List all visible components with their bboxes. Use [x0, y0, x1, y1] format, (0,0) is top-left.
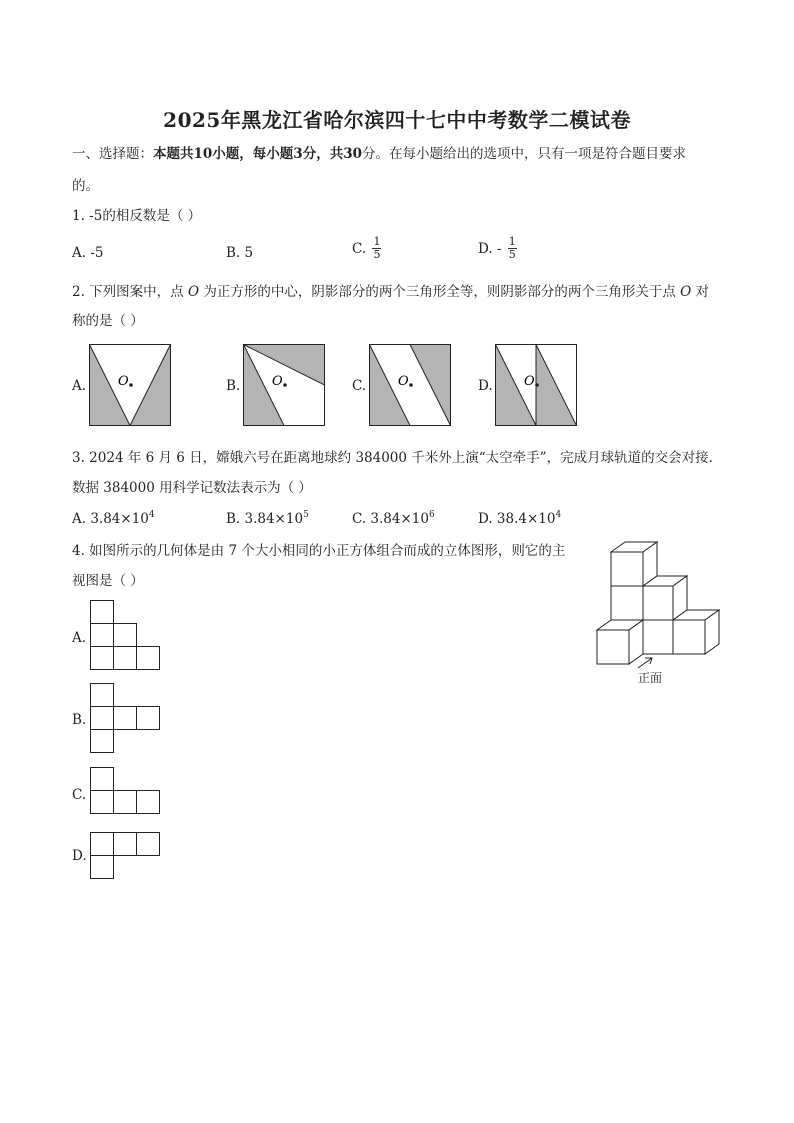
q4-option-b-label[interactable]: B.	[72, 712, 87, 728]
q2-c-point-label: O	[398, 374, 409, 389]
q3-option-b[interactable]: B. $3.84\times 10^5$	[226, 510, 309, 527]
q4-option-c-label[interactable]: C.	[72, 787, 87, 803]
q1-option-a[interactable]: A. -5	[72, 245, 104, 261]
q2-b-point-label: O	[272, 374, 283, 389]
q2-option-c-label[interactable]: C.	[352, 378, 367, 394]
q4-figure-c[interactable]	[90, 767, 162, 817]
q2-option-a-label[interactable]: A.	[72, 378, 87, 394]
q3-option-d[interactable]: D. $38.4\times 10^4$	[478, 510, 562, 527]
q3-option-c[interactable]: C. $3.84\times 10^6$	[352, 510, 435, 527]
q2-d-point-label: O	[524, 374, 535, 389]
q3-stem-line1: 3. 2024 年 6 月 6 日，嫦娥六号在距离地球约 384000 千米外上演“太空牵手”，完成月球轨道的交会对接.	[72, 450, 713, 466]
q4-cube-figure	[594, 540, 724, 688]
q2-stem-line1: 2. 下列图案中，点 O 为正方形的中心，阴影部分的两个三角形全等，则阴影部分的两个三角形关于点 O 对	[72, 284, 710, 300]
q3-stem-line2: 数据 384000 用科学记数法表示为（ ）	[72, 480, 312, 496]
page-title: 2025年黑龙江省哈尔滨四十七中中考数学二模试卷	[163, 108, 631, 132]
q1-stem: 1. -5的相反数是（ ）	[72, 208, 202, 224]
q2-figure-a[interactable]	[89, 344, 171, 426]
q4-option-d-label[interactable]: D.	[72, 848, 87, 864]
q4-figure-d[interactable]	[90, 832, 162, 882]
q4-front-label: 正面	[638, 671, 663, 685]
q4-stem-line1: 4. 如图所示的几何体是由 7 个大小相同的小正方体组合而成的立体图形，则它的主	[72, 543, 566, 559]
q1-fraction-c: $\frac{1}{5}$	[373, 235, 381, 261]
q4-figure-a[interactable]	[90, 600, 162, 672]
q1-option-b[interactable]: B. 5	[226, 245, 254, 261]
q2-a-point-label: O	[118, 374, 129, 389]
q2-option-b-label[interactable]: B.	[226, 378, 241, 394]
section-heading: 一、选择题：本题共10小题，每小题3分，共30分。在每小题给出的选项中，只有一项是符合题目要求	[72, 146, 686, 162]
q2-figure-d[interactable]	[495, 344, 577, 426]
section-heading-line2: 的。	[72, 178, 99, 194]
q3-option-a[interactable]: A. $3.84\times 10^4$	[72, 510, 155, 527]
q1-fraction-d: $\frac{1}{5}$	[508, 235, 516, 261]
q2-figure-c[interactable]	[369, 344, 451, 426]
q2-option-d-label[interactable]: D.	[478, 378, 493, 394]
q4-option-a-label[interactable]: A.	[72, 630, 87, 646]
q4-stem-line2: 视图是（ ）	[72, 573, 144, 589]
q2-stem-line2: 称的是（ ）	[72, 313, 144, 329]
q1-option-d[interactable]: D. - $\frac{1}{5}$	[478, 235, 516, 261]
q4-figure-b[interactable]	[90, 683, 162, 755]
q2-figure-b[interactable]	[243, 344, 325, 426]
q1-option-c[interactable]: C. $\frac{1}{5}$	[352, 235, 381, 261]
